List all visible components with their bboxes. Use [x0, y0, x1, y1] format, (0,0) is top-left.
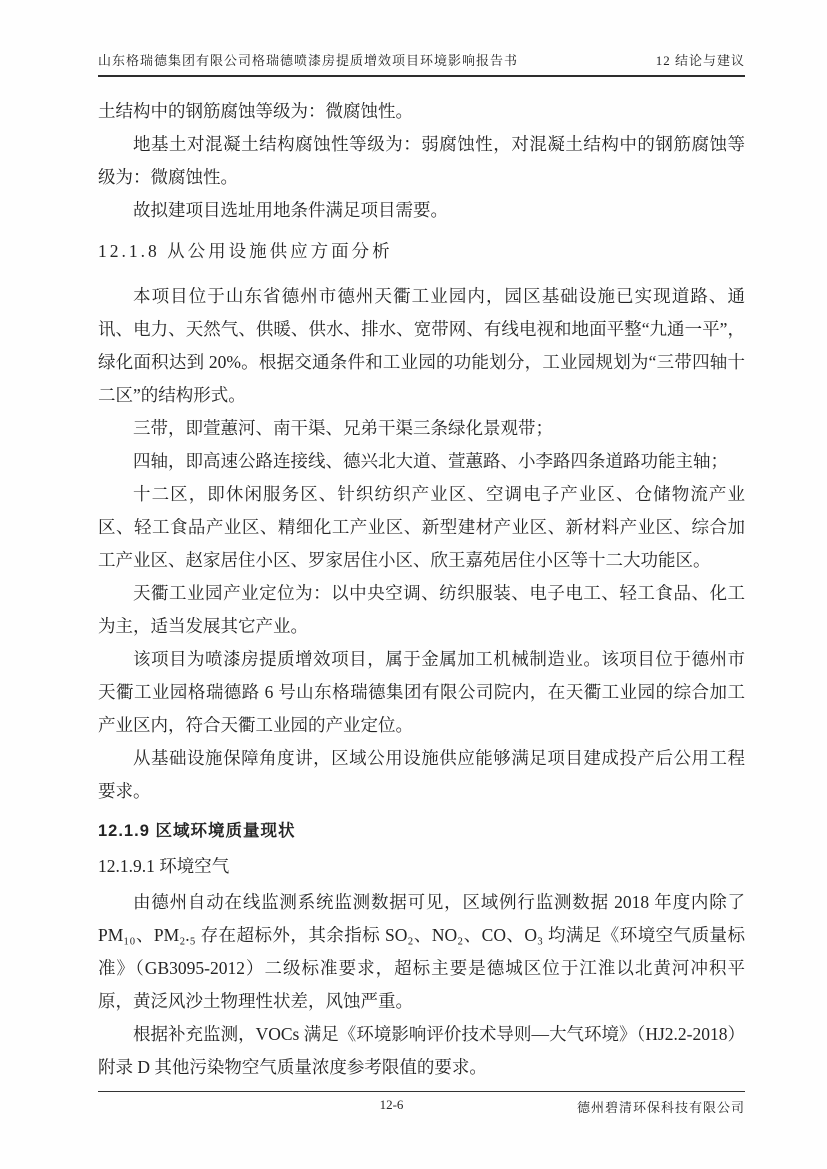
page-header	[98, 50, 745, 77]
document-body	[98, 95, 745, 1084]
section-heading: 12.1.9 区域环境质量现状	[98, 822, 296, 840]
section-heading: 12.1.8 从公用设施供应方面分析	[98, 241, 393, 261]
paragraph: 地基土对混凝土结构腐蚀性等级为：弱腐蚀性，对混凝土结构中的钢筋腐蚀等级为：微腐蚀性。	[98, 134, 745, 187]
paragraph: 三带，即萱蕙河、南干渠、兄弟干渠三条绿化景观带；	[133, 418, 553, 438]
paragraph: 由德州自动在线监测系统监测数据可见，区域例行监测数据 2018 年度内除了 PM₁₀、PM₂.₅ 存在超标外，其余指标 SO₂、NO₂、CO、O₃ 均满足《环境空气质量标准》（GB3095-2012）二级标准要求，超标主要是德城区位于江淮以北黄河冲积平原，黄泛风沙土物理性状差，风蚀严重。	[98, 892, 745, 1011]
paragraph: 天衢工业园产业定位为：以中央空调、纺织服装、电子电工、轻工食品、化工为主，适当发展其它产业。	[98, 583, 745, 636]
page-number: 12-6	[379, 1097, 404, 1112]
paragraph: 四轴，即高速公路连接线、德兴北大道、萱蕙路、小李路四条道路功能主轴；	[133, 451, 728, 471]
paragraph: 从基础设施保障角度讲，区域公用设施供应能够满足项目建成投产后公用工程要求。	[98, 748, 745, 801]
paragraph-continuation: 土结构中的钢筋腐蚀等级为：微腐蚀性。	[98, 101, 413, 121]
subsection-heading: 12.1.9.1 环境空气	[98, 856, 230, 876]
paragraph: 根据补充监测，VOCs 满足《环境影响评价技术导则—大气环境》（HJ2.2-2018）附录 D 其他污染物空气质量浓度参考限值的要求。	[98, 1024, 745, 1077]
footer-company: 德州碧清环保科技有限公司	[576, 1100, 745, 1115]
header-chapter-title: 12 结论与建议	[655, 53, 745, 68]
paragraph: 十二区，即休闲服务区、针织纺织产业区、空调电子产业区、仓储物流产业区、轻工食品产业区、精细化工产业区、新型建材产业区、新材料产业区、综合加工产业区、赵家居住小区、罗家居住小区、欣王嘉苑居住小区等十二大功能区。	[98, 484, 745, 570]
paragraph: 本项目位于山东省德州市德州天衢工业园内，园区基础设施已实现道路、通讯、电力、天然气、供暖、供水、排水、宽带网、有线电视和地面平整“九通一平”，绿化面积达到 20%。根据交通条件和工业园的功能划分，工业园规划为“三带四轴十二区”的结构形式。	[98, 286, 745, 405]
paragraph: 该项目为喷漆房提质增效项目，属于金属加工机械制造业。该项目位于德州市天衢工业园格瑞德路 6 号山东格瑞德集团有限公司院内，在天衢工业园的综合加工产业区内，符合天衢工业园的产业定位。	[98, 649, 745, 735]
page-footer	[98, 1091, 745, 1122]
paragraph: 故拟建项目选址用地条件满足项目需要。	[133, 200, 448, 220]
header-doc-title: 山东格瑞德集团有限公司格瑞德喷漆房提质增效项目环境影响报告书	[98, 53, 519, 68]
